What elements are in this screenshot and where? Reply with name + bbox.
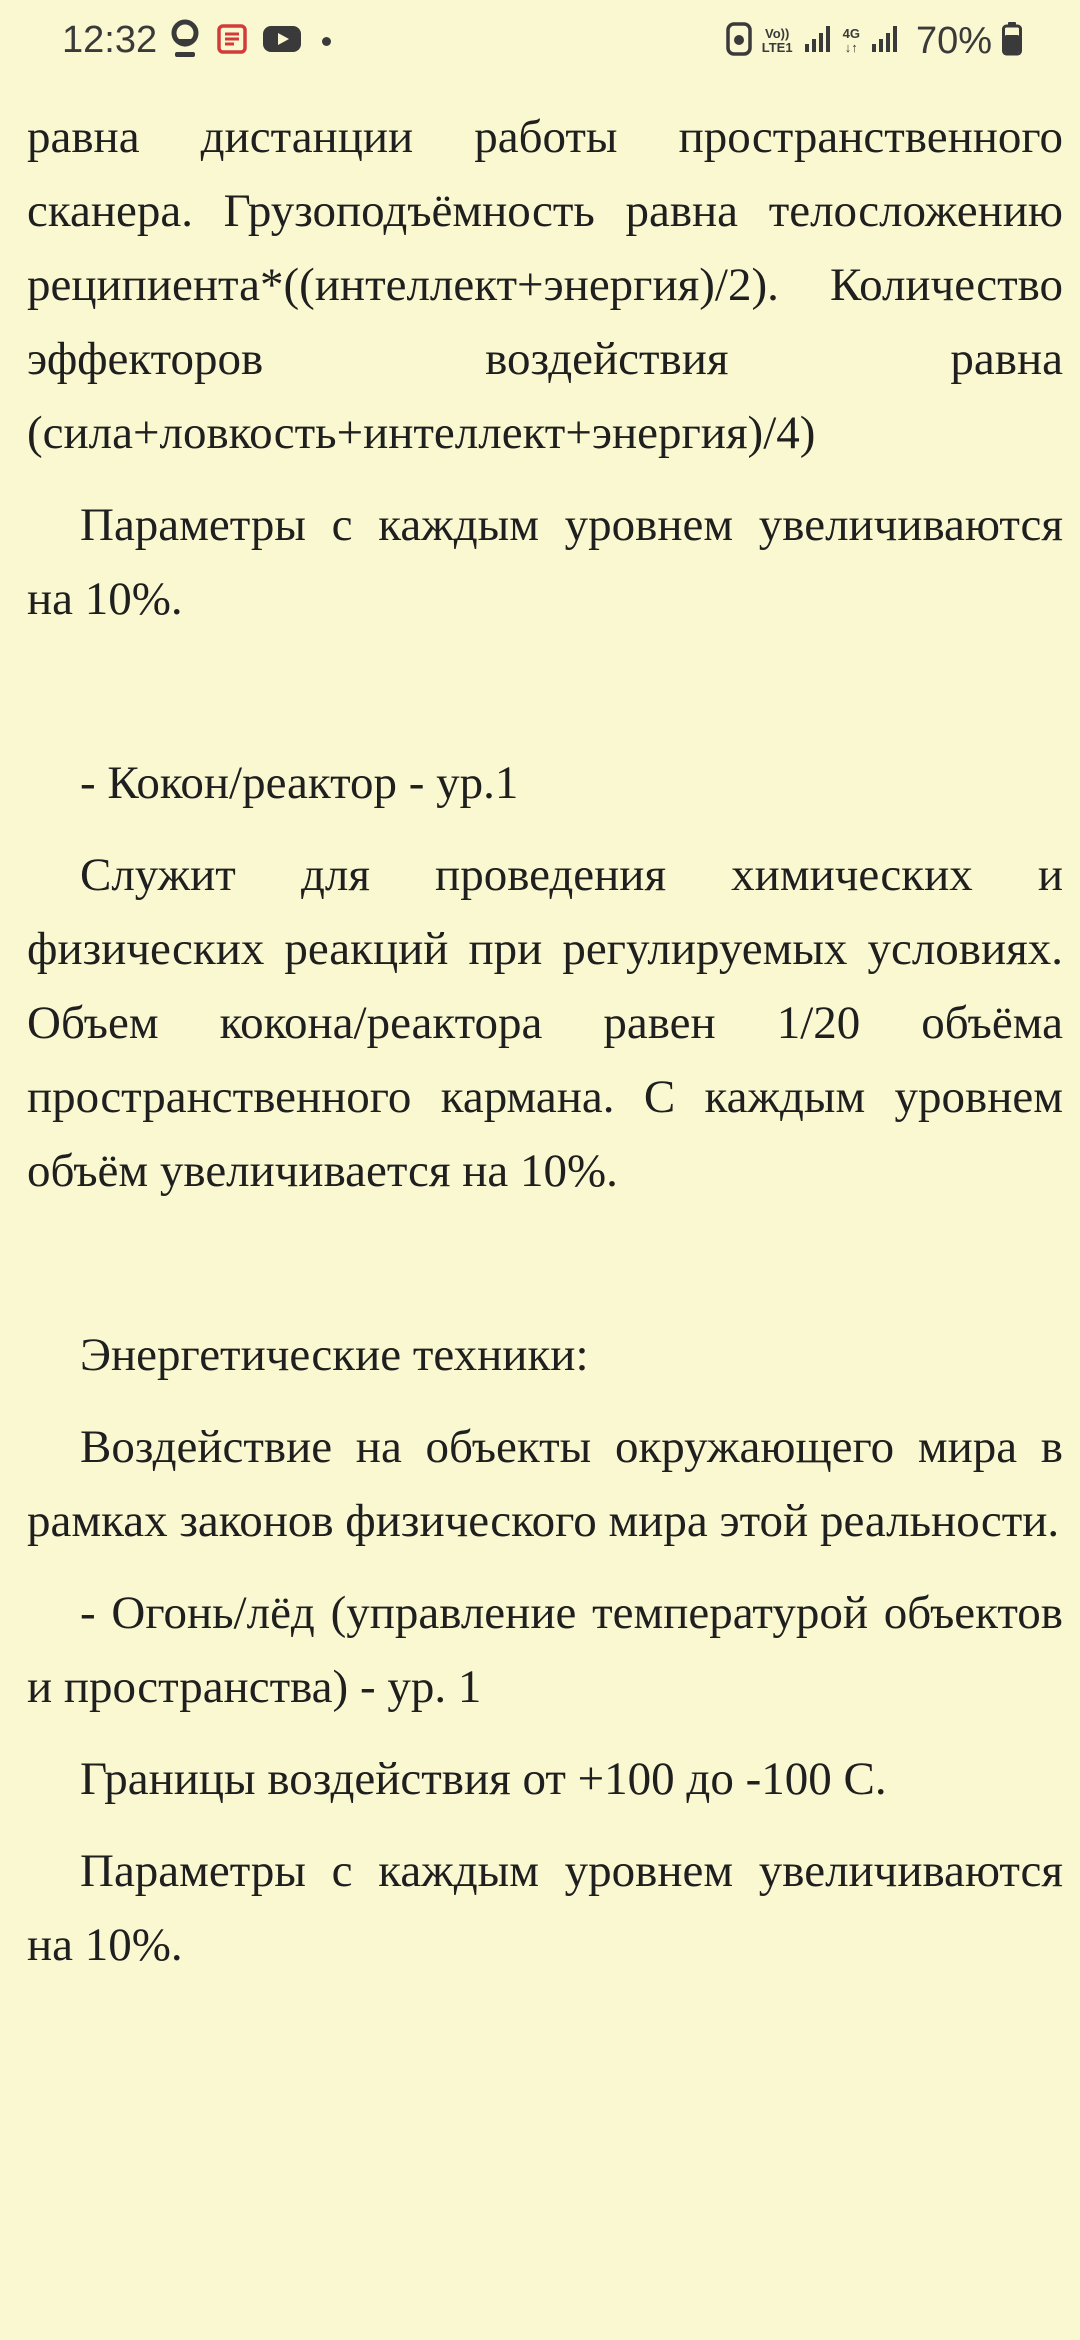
- heading-fire-ice: - Огонь/лёд (управление температурой объектов и пространства) - ур. 1: [27, 1587, 1063, 1713]
- youtube-icon: [262, 24, 302, 59]
- volte-label: Vo)) LTE1: [761, 26, 793, 55]
- more-notifications-dot: [322, 37, 331, 46]
- section-spacer: [27, 654, 1063, 746]
- paragraph-cocoon-description: Служит для проведения химических и физических реакций при регулируемых условиях. Объем кокона/реактора равен 1/20 объёма пространственного кармана. С каждым уровнем объём увеличивается на 10%.: [27, 849, 1063, 1197]
- nfc-lock-icon: [726, 22, 752, 61]
- battery-percent: 70%: [915, 20, 992, 62]
- notification-app-icon: [216, 23, 248, 60]
- system-icons: [726, 16, 1022, 66]
- notification-icons: [168, 18, 331, 64]
- section-spacer: [27, 1226, 1063, 1318]
- paragraph-level-increase: Параметры с каждым уровнем увеличиваются на 10%.: [27, 499, 1063, 625]
- paragraph-scanner-params: равна дистанции работы пространственного сканера. Грузоподъёмность равна телосложению реципиента*((интеллект+энергия)/2). Количество эффекторов воздействия равна (сила+ловкость+интеллект+энергия)/4): [27, 111, 1063, 459]
- signal-bars-icon: [803, 24, 833, 59]
- paragraph-level-increase: Параметры с каждым уровнем увеличиваются на 10%.: [27, 1845, 1063, 1971]
- signal-bars-icon: [870, 24, 900, 59]
- status-time: 12:32: [62, 19, 158, 61]
- status-bar: [0, 0, 1080, 84]
- heading-cocoon-reactor: - Кокон/реактор - ур.1: [80, 757, 519, 809]
- heading-energy-techniques: Энергетические техники:: [80, 1329, 589, 1381]
- battery-icon: [1002, 22, 1022, 61]
- paragraph-energy-description: Воздействие на объекты окружающего мира в рамках законов физического мира этой реальности.: [27, 1421, 1063, 1547]
- reader-content[interactable]: [27, 100, 1063, 2000]
- network-4g-label: 4G ↓↑: [842, 26, 860, 55]
- location-pin-icon: [168, 19, 202, 64]
- paragraph-effect-limits: Границы воздействия от +100 до -100 С.: [80, 1753, 887, 1805]
